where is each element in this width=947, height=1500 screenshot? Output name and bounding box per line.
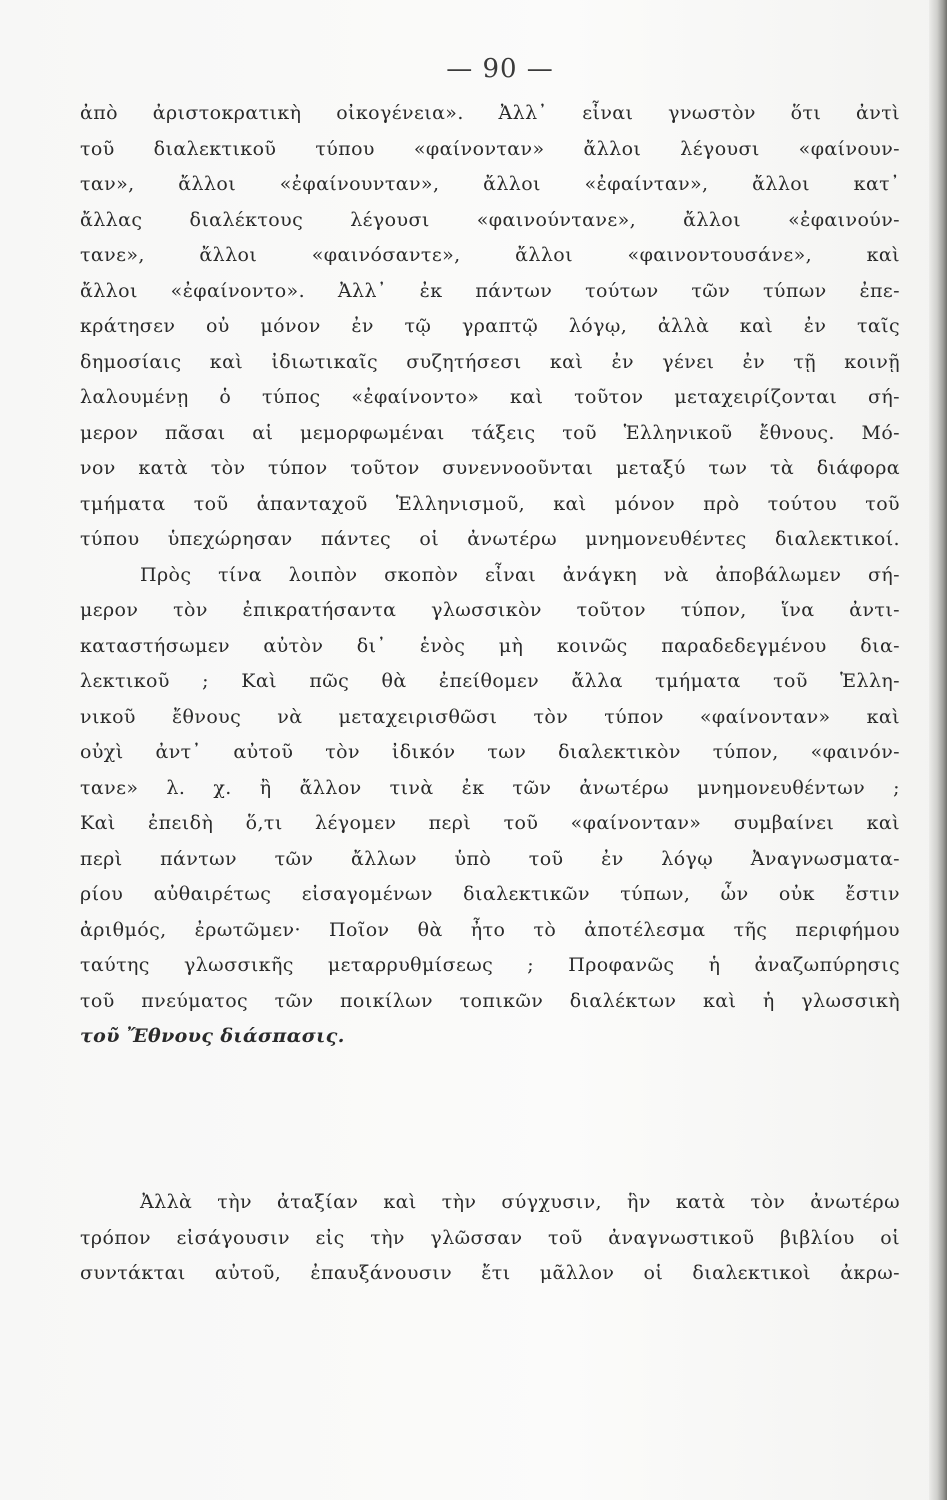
closing-text bbox=[80, 1185, 900, 1292]
text-line: τύπου ὑπεχώρησαν πάντες οἱ ἀνωτέρω μνημονευθέντες διαλεκτικοί. bbox=[80, 528, 900, 550]
text-line: λεκτικοῦ ; Καὶ πῶς θὰ ἐπείθομεν ἄλλα τμήματα τοῦ Ἑλλη- bbox=[80, 670, 900, 692]
text-line: ἄλλας διαλέκτους λέγουσι «φαινούντανε», ἄλλοι «ἐφαινούν- bbox=[80, 208, 900, 231]
text-line: κράτησεν οὐ μόνον ἐν τῷ γραπτῷ λόγῳ, ἀλλὰ καὶ ἐν ταῖς bbox=[80, 315, 900, 337]
text-line: ταν», ἄλλοι «ἐφαίνουνταν», ἄλλοι «ἐφαίνταν», ἄλλοι κατ᾽ bbox=[80, 173, 900, 195]
text-line: νικοῦ ἔθνους νὰ μεταχειρισθῶσι τὸν τύπον «φαίνονταν» καὶ bbox=[80, 705, 900, 728]
text-line: οὐχὶ ἀντ᾽ αὐτοῦ τὸν ἰδικόν των διαλεκτικὸν τύπον, «φαινόν- bbox=[80, 741, 900, 763]
paragraph-3 bbox=[80, 1185, 900, 1292]
text-line: Καὶ ἐπειδὴ ὅ,τι λέγομεν περὶ τοῦ «φαίνονταν» συμβαίνει καὶ bbox=[80, 812, 900, 834]
text-line: λαλουμένῃ ὁ τύπος «ἐφαίνοντο» καὶ τοῦτον μεταχειρίζονται σή- bbox=[80, 386, 900, 408]
page-number: — 90 — bbox=[446, 54, 554, 84]
text-line: μερον τὸν ἐπικρατήσαντα γλωσσικὸν τοῦτον τύπον, ἵνα ἀντι- bbox=[80, 599, 900, 621]
text-line-emphasis: τοῦ Ἔθνους διάσπασις. bbox=[80, 1025, 345, 1047]
text-line: ἄλλοι «ἐφαίνοντο». Ἀλλ᾽ ἐκ πάντων τούτων τῶν τύπων ἐπε- bbox=[80, 279, 900, 302]
main-text bbox=[80, 96, 900, 1055]
text-line: τμήματα τοῦ ἁπανταχοῦ Ἑλληνισμοῦ, καὶ μόνον πρὸ τούτου τοῦ bbox=[80, 492, 900, 515]
text-line: τοῦ πνεύματος τῶν ποικίλων τοπικῶν διαλέκτων καὶ ἡ γλωσσικὴ bbox=[80, 989, 900, 1012]
text-line: δημοσίαις καὶ ἰδιωτικαῖς συζητήσεσι καὶ ἐν γένει ἐν τῇ κοινῇ bbox=[80, 350, 900, 373]
paragraph-1 bbox=[80, 96, 900, 558]
text-line: μερον πᾶσαι αἱ μεμορφωμέναι τάξεις τοῦ Ἑλληνικοῦ ἔθνους. Μό- bbox=[80, 421, 900, 444]
text-line: τρόπον εἰσάγουσιν εἰς τὴν γλῶσσαν τοῦ ἀναγνωστικοῦ βιβλίου οἱ bbox=[80, 1226, 900, 1249]
text-line: ταύτης γλωσσικῆς μεταρρυθμίσεως ; Προφανῶς ἡ ἀναζωπύρησις bbox=[80, 954, 900, 976]
page-binding-edge bbox=[929, 0, 947, 1500]
text-line: τανε» λ. χ. ἢ ἄλλον τινὰ ἐκ τῶν ἀνωτέρω μνημονευθέντων ; bbox=[80, 776, 900, 799]
text-line: Πρὸς τίνα λοιπὸν σκοπὸν εἶναι ἀνάγκη νὰ ἀποβάλωμεν σή- bbox=[140, 563, 900, 586]
text-line: καταστήσωμεν αὐτὸν δι᾽ ἑνὸς μὴ κοινῶς παραδεδεγμένου δια- bbox=[80, 634, 900, 657]
text-line: τανε», ἄλλοι «φαινόσαντε», ἄλλοι «φαινοντουσάνε», καὶ bbox=[80, 244, 900, 266]
text-line: Ἀλλὰ τὴν ἀταξίαν καὶ τὴν σύγχυσιν, ἣν κατὰ τὸν ἀνωτέρω bbox=[140, 1191, 900, 1213]
text-line: ρίου αὐθαιρέτως εἰσαγομένων διαλεκτικῶν τύπων, ὧν οὐκ ἔστιν bbox=[80, 883, 900, 905]
text-line: συντάκται αὐτοῦ, ἐπαυξάνουσιν ἔτι μᾶλλον οἱ διαλεκτικοὶ ἀκρω- bbox=[80, 1262, 900, 1284]
text-line: τοῦ διαλεκτικοῦ τύπου «φαίνονταν» ἄλλοι λέγουσι «φαίνουν- bbox=[80, 137, 900, 160]
text-line: ἀριθμός, ἐρωτῶμεν· Ποῖον θὰ ἦτο τὸ ἀποτέλεσμα τῆς περιφήμου bbox=[80, 918, 900, 941]
text-line: ἀπὸ ἀριστοκρατικὴ οἰκογένεια». Ἀλλ᾽ εἶναι γνωστὸν ὅτι ἀντὶ bbox=[80, 102, 900, 124]
text-line: νον κατὰ τὸν τύπον τοῦτον συνεννοοῦνται μεταξύ των τὰ διάφορα bbox=[80, 457, 900, 479]
paragraph-2 bbox=[80, 558, 900, 1055]
text-line: περὶ πάντων τῶν ἄλλων ὑπὸ τοῦ ἐν λόγῳ Ἀναγνωσματα- bbox=[80, 847, 900, 870]
